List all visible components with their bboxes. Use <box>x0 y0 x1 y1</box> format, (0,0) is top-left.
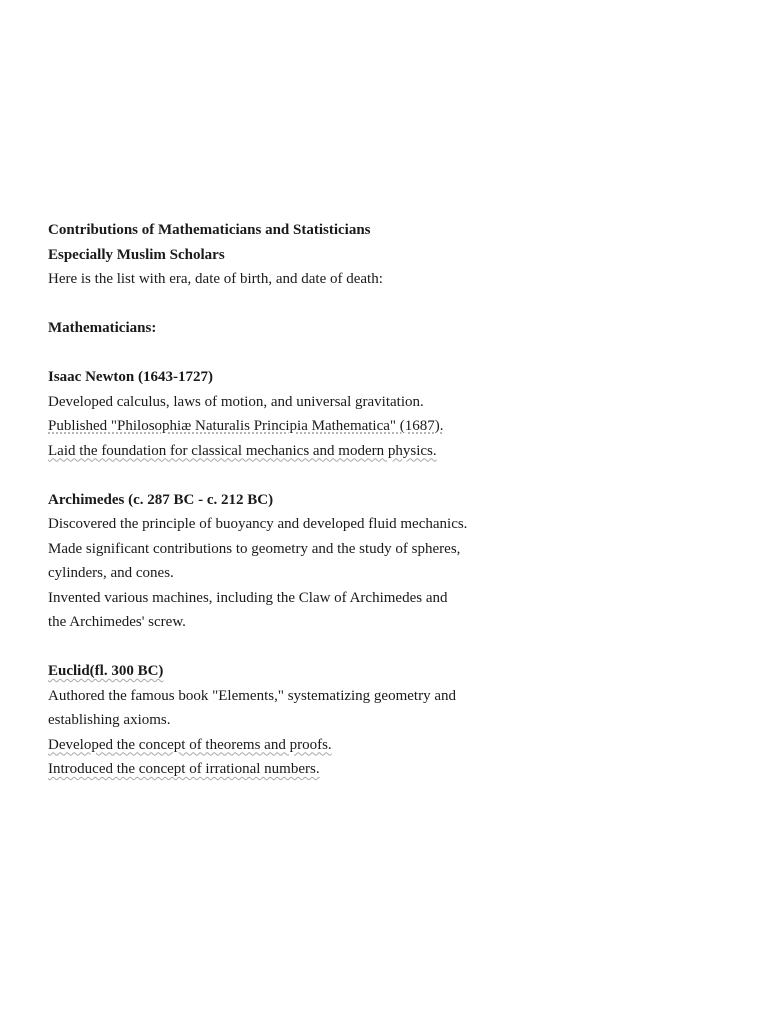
person-heading-newton: Isaac Newton (1643-1727) <box>48 369 213 385</box>
spacer <box>48 635 608 660</box>
body-line: Introduced the concept of irrational numbers. <box>48 761 320 777</box>
body-line: Authored the famous book "Elements," systematizing geometry and <box>48 687 456 704</box>
document-intro: Here is the list with era, date of birth, and date of death: <box>48 271 383 287</box>
body-line: Invented various machines, including the Claw of Archimedes and <box>48 589 448 606</box>
body-line: Developed calculus, laws of motion, and universal gravitation. <box>48 393 424 410</box>
document-body[interactable] <box>48 218 608 782</box>
body-line: establishing axioms. <box>48 712 171 728</box>
body-line: Discovered the principle of buoyancy and developed fluid mechanics. <box>48 516 468 532</box>
document-subtitle: Especially Muslim Scholars <box>48 246 225 263</box>
spacer <box>48 463 608 488</box>
body-line: Laid the foundation for classical mechanics and modern physics. <box>48 442 437 459</box>
document-title: Contributions of Mathematicians and Statisticians <box>48 222 371 238</box>
person-heading-archimedes: Archimedes (c. 287 BC - c. 212 BC) <box>48 491 274 508</box>
body-line: cylinders, and cones. <box>48 565 174 581</box>
body-line: the Archimedes' screw. <box>48 614 186 630</box>
spacer <box>48 292 608 317</box>
person-heading-euclid: Euclid(fl. 300 BC) <box>48 663 164 679</box>
body-line: Made significant contributions to geometry and the study of spheres, <box>48 540 461 557</box>
body-line: Developed the concept of theorems and proofs. <box>48 736 332 753</box>
spacer <box>48 341 608 366</box>
body-line: Published "Philosophiæ Naturalis Principia Mathematica" (1687). <box>48 418 444 434</box>
section-heading: Mathematicians: <box>48 320 157 336</box>
